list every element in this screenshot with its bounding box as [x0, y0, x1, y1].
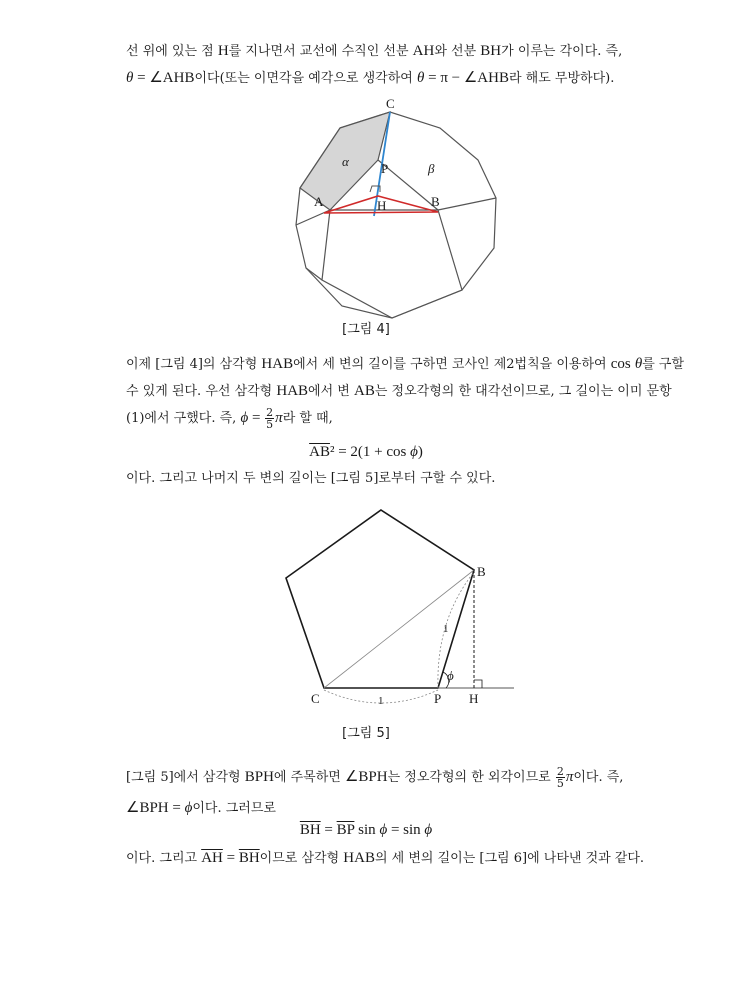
para3-line2	[126, 795, 686, 822]
math-AH: AH	[412, 43, 435, 59]
figure-5	[286, 510, 514, 707]
math-rhs: ² = 2(1 + cos	[329, 444, 411, 460]
math-BH-overline: $\overline{BH}$	[299, 822, 321, 838]
denominator: 5	[556, 777, 564, 790]
paragraph-3	[126, 764, 686, 822]
figure4-caption: [그림 4]	[342, 322, 390, 337]
numerator: 2	[266, 406, 274, 419]
math-BP-overline: $\overline{BP}$	[336, 822, 355, 838]
fraction	[556, 766, 565, 789]
text: 의 세 변의 길이는 [그림 6]에 나타낸 것과 같다.	[374, 851, 645, 866]
text: 는 정오각형의 한 대각선이므로, 그 길이는 이미 문항	[374, 384, 672, 399]
math-theta: θ	[126, 70, 134, 86]
equation-AB-squared	[0, 444, 732, 461]
label-C: C	[311, 691, 320, 706]
math-AB-overline: $\overline{AB}$	[309, 444, 330, 460]
math-paren: )	[417, 444, 423, 460]
fraction	[265, 407, 274, 430]
math-angle-AHB: = ∠AHB	[133, 70, 195, 86]
para2-line3	[126, 405, 686, 432]
text: 라 할 때,	[282, 411, 333, 426]
label-alpha: α	[342, 154, 349, 169]
math-pi: π	[565, 769, 574, 785]
math-theta: θ	[416, 70, 425, 86]
math-phi: ϕ	[184, 800, 193, 816]
inner-pentagon	[322, 210, 462, 318]
text: 를 지나면서 교선에 수직인 선분	[228, 44, 413, 59]
text: 에서 세 변의 길이를 구하면 코사인 제2법칙을 이용하여	[293, 357, 611, 372]
pentagon	[286, 510, 474, 688]
outer-decagon	[296, 112, 496, 318]
math-BH: BH	[480, 43, 502, 59]
math-cos: cos	[610, 356, 631, 372]
math-AB: AB	[354, 383, 375, 399]
label-H: H	[469, 691, 479, 706]
paragraph-2-end	[126, 466, 686, 492]
para3-line3	[126, 845, 686, 872]
figure5-caption: [그림 5]	[342, 726, 390, 741]
text: 를 구할	[642, 357, 685, 372]
math-angle-BPH: ∠BPH	[344, 769, 388, 785]
math-pi: π	[275, 410, 283, 426]
math-H: H	[217, 43, 229, 59]
math-theta: θ	[634, 356, 643, 372]
text: 이다. 즉,	[573, 770, 624, 785]
math-phi: ϕ	[379, 822, 388, 838]
text: 라 해도 무방하다).	[508, 71, 615, 86]
right-angle-H	[474, 680, 482, 688]
label-P: P	[381, 161, 389, 176]
label-A: A	[314, 194, 324, 209]
text: 이제 [그림 4]의 삼각형	[126, 357, 262, 372]
label-H: H	[377, 198, 387, 213]
math-HAB: HAB	[343, 850, 375, 866]
math-sin: = sin	[387, 822, 425, 838]
para2-line2	[126, 378, 686, 405]
label-phi: ϕ	[447, 668, 454, 683]
math-equals: =	[222, 850, 239, 866]
math-pi-minus-angle: = π − ∠AHB	[424, 70, 509, 86]
paragraph-3-end	[126, 845, 686, 872]
equation-BH	[0, 822, 732, 839]
para2-line4: 이다. 그리고 나머지 두 변의 길이는 [그림 5]로부터 구할 수 있다.	[126, 471, 496, 486]
math-AH-overline: $\overline{AH}$	[201, 850, 223, 866]
text: 는 정오각형의 한 외각이므로	[387, 770, 555, 785]
text: [그림 5]에서 삼각형	[126, 770, 245, 785]
math-HAB: HAB	[276, 383, 309, 399]
math-equals: =	[320, 822, 337, 838]
edge-inner	[306, 268, 322, 280]
denominator: 5	[266, 418, 274, 431]
math-phi: ϕ	[240, 410, 249, 426]
math-equals: =	[248, 410, 265, 426]
text: 에서 변	[308, 384, 354, 399]
edge-B-outer	[438, 198, 496, 210]
label-one-a: 1	[378, 695, 384, 707]
paragraph-2	[126, 351, 686, 432]
text: 이다. 그리고	[126, 851, 202, 866]
text: 이다(또는 이면각을 예각으로 생각하여	[194, 71, 417, 86]
text: (1)에서 구했다. 즉,	[126, 411, 241, 426]
label-B: B	[477, 564, 486, 579]
label-P: P	[434, 691, 442, 706]
text: 이므로 삼각형	[259, 851, 344, 866]
math-HAB: HAB	[261, 356, 294, 372]
label-one-b: 1	[443, 623, 449, 635]
math-sin: sin	[354, 822, 380, 838]
para3-line1	[126, 764, 686, 791]
math-phi: ϕ	[424, 822, 433, 838]
text: 수 있게 된다. 우선 삼각형	[126, 384, 277, 399]
math-phi: ϕ	[410, 444, 418, 460]
label-beta: β	[428, 161, 435, 176]
text: 이다. 그러므로	[192, 801, 276, 816]
text: 와 선분	[434, 44, 481, 59]
text: 선 위에 있는 점	[126, 44, 218, 59]
math-BH-overline: $\overline{BH}$	[238, 850, 260, 866]
math-angle-BPH-eq: ∠BPH =	[126, 800, 185, 816]
math-BPH: BPH	[244, 769, 274, 785]
label-B: B	[431, 194, 440, 209]
text: 가 이루는 각이다. 즉,	[501, 44, 623, 59]
text: 에 주목하면	[273, 770, 345, 785]
para2-line1	[126, 351, 686, 378]
numerator: 2	[556, 765, 564, 778]
label-C: C	[386, 96, 395, 111]
